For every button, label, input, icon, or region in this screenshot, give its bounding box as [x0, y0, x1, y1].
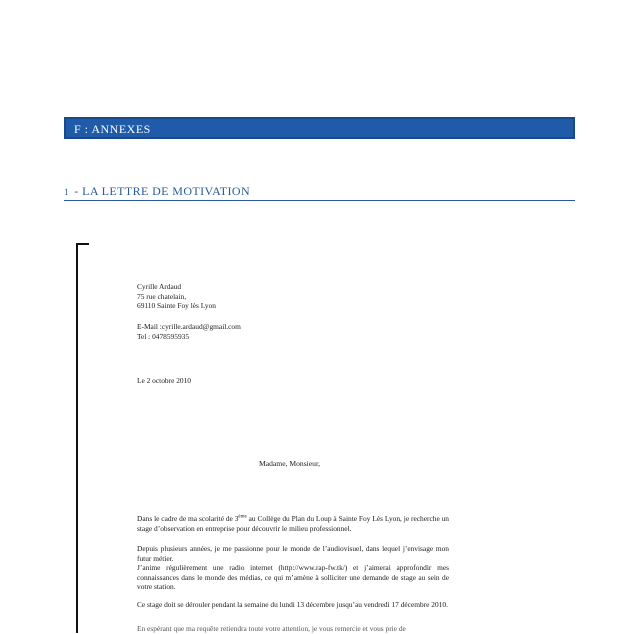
letter-salutation: Madame, Monsieur,	[259, 459, 321, 468]
scan-border-top	[76, 243, 89, 245]
subsection-number: 1	[64, 187, 69, 197]
sender-block	[137, 282, 449, 311]
contact-block	[137, 322, 449, 341]
paragraph-5: En espérant que ma requête retiendra toute votre attention, je vous remercie et vous prie de	[137, 624, 406, 633]
section-title: F : ANNEXES	[74, 122, 151, 136]
paragraph-2: Depuis plusieurs années, je me passionne pour le monde de l’audiovisuel, dans lequel j’envisage mon futur métier.	[137, 544, 449, 563]
sender-email: E-Mail :cyrille.ardaud@gmail.com	[137, 322, 241, 331]
scan-border-left	[76, 243, 78, 633]
paragraph-1	[137, 514, 449, 533]
subsection-separator: -	[70, 184, 83, 198]
subsection-rule	[64, 200, 575, 201]
sender-city: 69110 Sainte Foy lès Lyon	[137, 301, 216, 310]
paragraph-1-end: au Collège du Plan du Loup à Sainte Foy Lès Lyon, je recherche un stage d’observation en entreprise pour découvrir le milieu professionnel.	[137, 514, 449, 533]
sender-name: Cyrille Ardaud	[137, 282, 182, 291]
sender-phone: Tel : 0478595935	[137, 331, 190, 341]
paragraph-3: J’anime régulièrement une radio internet (http://www.rap-fw.tk/) et j’aimerai approfondir mes connaissances dans le monde des médias, ce qui m’amène à solliciter une demande de stage au sein de votre station.	[137, 563, 449, 591]
subsection-heading	[64, 184, 575, 199]
paragraph-4: Ce stage doit se dérouler pendant la semaine du lundi 13 décembre jusqu’au vendredi 17 décembre 2010.	[137, 600, 448, 609]
letter-date: Le 2 octobre 2010	[137, 376, 191, 385]
subsection-title: LA LETTRE DE MOTIVATION	[82, 184, 251, 198]
paragraph-1-start: Dans le cadre de ma scolarité de 3	[137, 514, 239, 523]
paragraph-1-superscript: ème	[238, 514, 247, 520]
sender-street: 75 rue chatelain,	[137, 291, 187, 301]
section-header-bar	[64, 117, 575, 139]
